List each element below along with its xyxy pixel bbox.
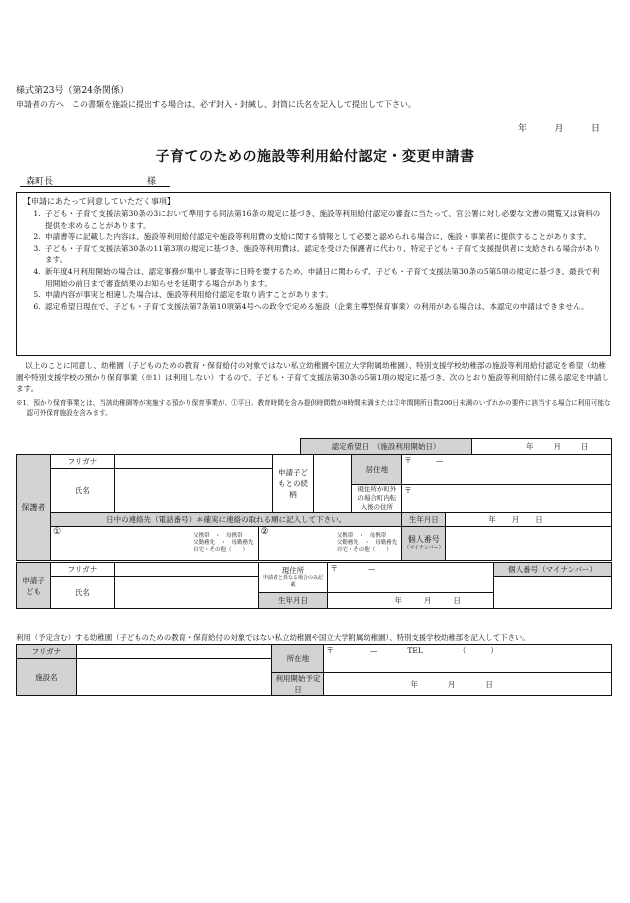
page-title: 子育てのための施設等利用給付認定・変更申請書	[155, 149, 475, 165]
child-label: 申請子ども	[17, 563, 51, 609]
addressee-underline	[20, 186, 170, 187]
facility-location-label: 所在地	[272, 645, 324, 673]
facility-table	[16, 644, 612, 696]
facility-name-input[interactable]	[76, 659, 272, 696]
submission-notice: 申請者の方へ この書類を施設に提出する場合は、必ず封入・封緘し、封筒に氏名を記入して提出して下さい。	[16, 100, 416, 109]
application-date	[518, 121, 600, 134]
facility-name-label: 施設名	[17, 659, 77, 696]
desired-date-field[interactable]: 年 月 日	[472, 439, 612, 455]
guardian-name-input[interactable]	[114, 469, 272, 513]
address-input[interactable]: 〒 —	[402, 455, 612, 485]
outside-address-input[interactable]: 〒	[402, 485, 612, 513]
outside-address-label: 現住所が町外の場合町内転入後の住所	[352, 485, 402, 513]
guardian-furigana-input[interactable]	[114, 455, 272, 469]
child-birth-input[interactable]: 年 月 日	[328, 593, 494, 609]
desired-date-table	[300, 438, 612, 455]
guardian-birth-label: 生年月日	[402, 513, 446, 527]
year-label: 年	[518, 124, 528, 134]
contact-1-types: 父携帯 ・ 母携帯 父勤務先 ・ 母勤務先 自宅・その他（ ）	[193, 533, 254, 553]
start-date-input[interactable]: 年 月 日	[324, 673, 612, 696]
relation-input[interactable]	[314, 455, 352, 513]
guardian-table	[16, 454, 612, 561]
footnote: ※1．預かり保育事業とは、当該幼稚園等が実施する預かり保育事業が、①平日、教育時間を含み提供時間数が8時間未満または②年間開所日数200日未満のいずれかの要件に該当する場合に利用可能な認可外保育施設を含みます。	[16, 399, 611, 417]
child-mynumber-input[interactable]	[494, 577, 612, 609]
form-number: 様式第23号（第24条関係）	[16, 86, 129, 96]
guardian-mynumber-input[interactable]	[446, 527, 612, 561]
contact-1-input[interactable]: ① 父携帯 ・ 母携帯 父勤務先 ・ 母勤務先 自宅・その他（ ）	[50, 527, 258, 561]
address-label: 居住地	[352, 455, 402, 485]
consent-item: 2. 申請書等に記載した内容は、施設等利用給付認定や施設等利用費の支給に関する情報として必要と認められる場合に、施設・事業者に提供することがあります。	[43, 231, 604, 243]
child-birth-label: 生年月日	[258, 593, 328, 609]
facility-location-input[interactable]: 〒 — TEL （ ）	[324, 645, 612, 673]
guardian-label: 保護者	[17, 455, 51, 561]
relation-label: 申請子どもとの続柄	[272, 455, 314, 513]
start-date-label: 利用開始予定日	[272, 673, 324, 696]
addressee-suffix: 様	[146, 177, 156, 187]
current-address-label: 現住所 申請者と異なる場合のみ記載	[258, 563, 328, 593]
facility-furigana-label: フリガナ	[17, 645, 77, 659]
contact-2-types: 父携帯 ・ 母携帯 父勤務先 ・ 母勤務先 自宅・その他（ ）	[336, 533, 398, 553]
consent-item: 5. 申請内容が事実と相違した場合は、施設等利用給付認定を取り消すことがあります。	[43, 289, 604, 301]
consent-list	[23, 208, 604, 312]
child-furigana-label: フリガナ	[50, 563, 114, 577]
child-name-label: 氏名	[50, 577, 114, 609]
month-label: 月	[554, 124, 564, 134]
desired-date-label: 認定希望日 （施設利用開始日）	[301, 439, 472, 455]
current-address-input[interactable]: 〒 —	[328, 563, 494, 593]
consent-item: 6. 認定希望日現在で、子ども・子育て支援法第7条第10項第4号への政令で定める施設（企業主導型保育事業）の利用がある場合は、本認定の申請はできません。	[43, 301, 604, 313]
child-mynumber-label: 個人番号（マイナンバー）	[494, 563, 612, 577]
contact-label: 日中の連絡先（電話番号）＊確実に連絡の取れる順に記入して下さい。	[50, 513, 401, 527]
consent-heading: 【申請にあたって同意していただく事項】	[23, 197, 175, 206]
facility-note: 利用（予定含む）する幼稚園（子どものための教育・保育給付の対象ではない私立幼稚園や国立大学附属幼稚園）、特別支援学校幼稚部を記入して下さい。	[16, 633, 530, 642]
consent-item: 1. 子ども・子育て支援法第30条の3において準用する同法第16条の規定に基づき、施設等利用給付認定の審査に当たって、官公署に対し必要な文書の閲覧又は資料の提供を求めることがあります。	[43, 208, 604, 231]
guardian-birth-input[interactable]: 年 月 日	[446, 513, 612, 527]
consent-item: 3. 子ども・子育て支援法第30条の11第3項の規定に基づき、施設等利用費は、認定を受けた保護者に代わり、特定子ども・子育て支援提供者に支給される場合があります。	[43, 243, 604, 266]
child-furigana-input[interactable]	[114, 563, 258, 577]
addressee-name: 森町長	[26, 177, 54, 187]
child-table	[16, 562, 612, 609]
day-label: 日	[590, 124, 600, 134]
agreement-statement: 以上のことに同意し、幼稚園（子どものための教育・保育給付の対象ではない私立幼稚園や国立大学附属幼稚園）、特別支援学校幼稚部の施設等利用給付認定を希望（幼稚園や特別支援学校の預かり保育事業（※1）は利用しない）するので、子ども・子育て支援法第30条の5第1項の規定に基づき、次のとおり施設等利用給付に係る認定を申請します。	[16, 361, 610, 394]
facility-furigana-input[interactable]	[76, 645, 272, 659]
contact-2-input[interactable]: ② 父携帯 ・ 母携帯 父勤務先 ・ 母勤務先 自宅・その他（ ）	[258, 527, 402, 561]
guardian-mynumber-label: 個人番号 （マイナンバー）	[402, 527, 446, 561]
guardian-name-label: 氏名	[50, 469, 114, 513]
consent-item: 4. 新年度4月利用開始の場合は、認定事務が集中し審査等に日時を要するため、申請日に関わらず、子ども・子育て支援法第30条の5第5項の規定に基づき、最長で利用開始の前日まで審査結果のお知らせを延期する場合があります。	[43, 266, 604, 289]
child-name-input[interactable]	[114, 577, 258, 609]
guardian-furigana-label: フリガナ	[50, 455, 114, 469]
consent-box	[16, 192, 611, 356]
